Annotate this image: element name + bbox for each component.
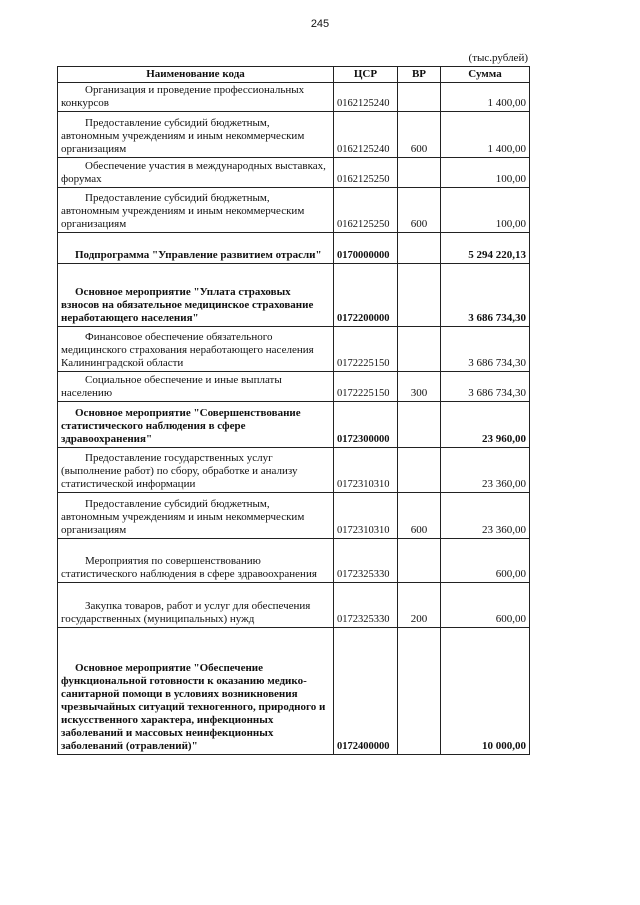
row-vr xyxy=(398,327,441,372)
row-name-text: Подпрограмма "Управление развитием отрасли" xyxy=(75,249,322,261)
table-row xyxy=(58,112,530,158)
row-vr xyxy=(398,628,441,755)
row-name-text: Финансовое обеспечение обязательного медицинского страхования неработающего населения Калининградской области xyxy=(61,331,314,369)
row-name-text: Предоставление государственных услуг (выполнение работ) по сбору, обработке и анализу статистической информации xyxy=(61,452,298,490)
row-csr: 0172300000 xyxy=(334,402,398,448)
header-csr: ЦСР xyxy=(334,67,398,83)
row-name xyxy=(58,83,334,112)
row-vr xyxy=(398,83,441,112)
row-name-text: Предоставление субсидий бюджетным, автономным учреждениям и иным некоммерческим организациям xyxy=(61,498,305,536)
table-row xyxy=(58,233,530,264)
row-csr: 0172310310 xyxy=(334,448,398,493)
table-header-row xyxy=(58,67,530,83)
table-row xyxy=(58,448,530,493)
row-name xyxy=(58,158,334,188)
header-name: Наименование кода xyxy=(58,67,334,83)
units-label: (тыс.рублей) xyxy=(468,52,528,64)
row-name-text: Организация и проведение профессиональных конкурсов xyxy=(61,84,305,109)
row-sum: 100,00 xyxy=(441,158,530,188)
row-sum: 600,00 xyxy=(441,583,530,628)
row-name-text: Социальное обеспечение и иные выплаты населению xyxy=(61,374,282,399)
row-csr: 0162125240 xyxy=(334,112,398,158)
row-vr: 200 xyxy=(398,583,441,628)
row-sum: 23 360,00 xyxy=(441,493,530,539)
row-name xyxy=(58,264,334,327)
row-sum: 600,00 xyxy=(441,539,530,583)
row-vr xyxy=(398,402,441,448)
table-row xyxy=(58,402,530,448)
header-sum: Сумма xyxy=(441,67,530,83)
row-vr: 600 xyxy=(398,188,441,233)
row-csr: 0162125240 xyxy=(334,83,398,112)
row-sum: 3 686 734,30 xyxy=(441,372,530,402)
table-row xyxy=(58,188,530,233)
header-vr: ВР xyxy=(398,67,441,83)
row-name-text: Мероприятия по совершенствованию статистического наблюдения в сфере здравоохранения xyxy=(61,555,317,580)
row-sum: 3 686 734,30 xyxy=(441,264,530,327)
row-name-text: Предоставление субсидий бюджетным, автономным учреждениям и иным некоммерческим организациям xyxy=(61,192,305,230)
row-vr xyxy=(398,233,441,264)
table-row xyxy=(58,264,530,327)
row-sum: 5 294 220,13 xyxy=(441,233,530,264)
table-row xyxy=(58,327,530,372)
row-name-text: Основное мероприятие "Обеспечение функциональной готовности к оказанию медико-санитарной помощи в условиях возникновения чрезвычайных ситуаций техногенного, природного и искусственного характера, инфекционных заболеваний и массовых неинфекционных заболеваний (отравлений)" xyxy=(61,662,326,752)
row-name xyxy=(58,402,334,448)
row-vr xyxy=(398,448,441,493)
row-sum: 10 000,00 xyxy=(441,628,530,755)
row-vr xyxy=(398,264,441,327)
row-vr: 300 xyxy=(398,372,441,402)
row-name-text: Обеспечение участия в международных выставках, форумах xyxy=(61,160,326,185)
row-sum: 23 960,00 xyxy=(441,402,530,448)
row-name xyxy=(58,112,334,158)
row-sum: 1 400,00 xyxy=(441,83,530,112)
row-csr: 0172400000 xyxy=(334,628,398,755)
row-name xyxy=(58,188,334,233)
page-number: 245 xyxy=(310,18,330,30)
table-row xyxy=(58,539,530,583)
row-csr: 0172310310 xyxy=(334,493,398,539)
table-row xyxy=(58,83,530,112)
table-row xyxy=(58,628,530,755)
row-csr: 0172200000 xyxy=(334,264,398,327)
row-name-text: Основное мероприятие "Уплата страховых взносов на обязательное медицинское страхование неработающего населения" xyxy=(61,286,314,324)
row-csr: 0172225150 xyxy=(334,372,398,402)
row-name xyxy=(58,493,334,539)
row-csr: 0162125250 xyxy=(334,158,398,188)
row-name xyxy=(58,539,334,583)
row-vr xyxy=(398,539,441,583)
row-vr: 600 xyxy=(398,493,441,539)
row-vr: 600 xyxy=(398,112,441,158)
row-csr: 0172225150 xyxy=(334,327,398,372)
table-row xyxy=(58,583,530,628)
row-name-text: Основное мероприятие "Совершенствование статистического наблюдения в сфере здравоохранения" xyxy=(61,407,301,445)
row-csr: 0162125250 xyxy=(334,188,398,233)
row-sum: 23 360,00 xyxy=(441,448,530,493)
row-csr: 0172325330 xyxy=(334,539,398,583)
table-row xyxy=(58,158,530,188)
row-sum: 100,00 xyxy=(441,188,530,233)
row-name xyxy=(58,372,334,402)
row-csr: 0172325330 xyxy=(334,583,398,628)
row-csr: 0170000000 xyxy=(334,233,398,264)
row-name-text: Предоставление субсидий бюджетным, автономным учреждениям и иным некоммерческим организациям xyxy=(61,117,305,155)
table-row xyxy=(58,493,530,539)
row-name xyxy=(58,448,334,493)
row-name xyxy=(58,628,334,755)
budget-table xyxy=(57,66,530,755)
row-name xyxy=(58,583,334,628)
table-body xyxy=(58,83,530,755)
table-row xyxy=(58,372,530,402)
row-vr xyxy=(398,158,441,188)
row-name-text: Закупка товаров, работ и услуг для обеспечения государственных (муниципальных) нужд xyxy=(61,600,311,625)
row-name xyxy=(58,233,334,264)
row-sum: 1 400,00 xyxy=(441,112,530,158)
row-name xyxy=(58,327,334,372)
row-sum: 3 686 734,30 xyxy=(441,327,530,372)
